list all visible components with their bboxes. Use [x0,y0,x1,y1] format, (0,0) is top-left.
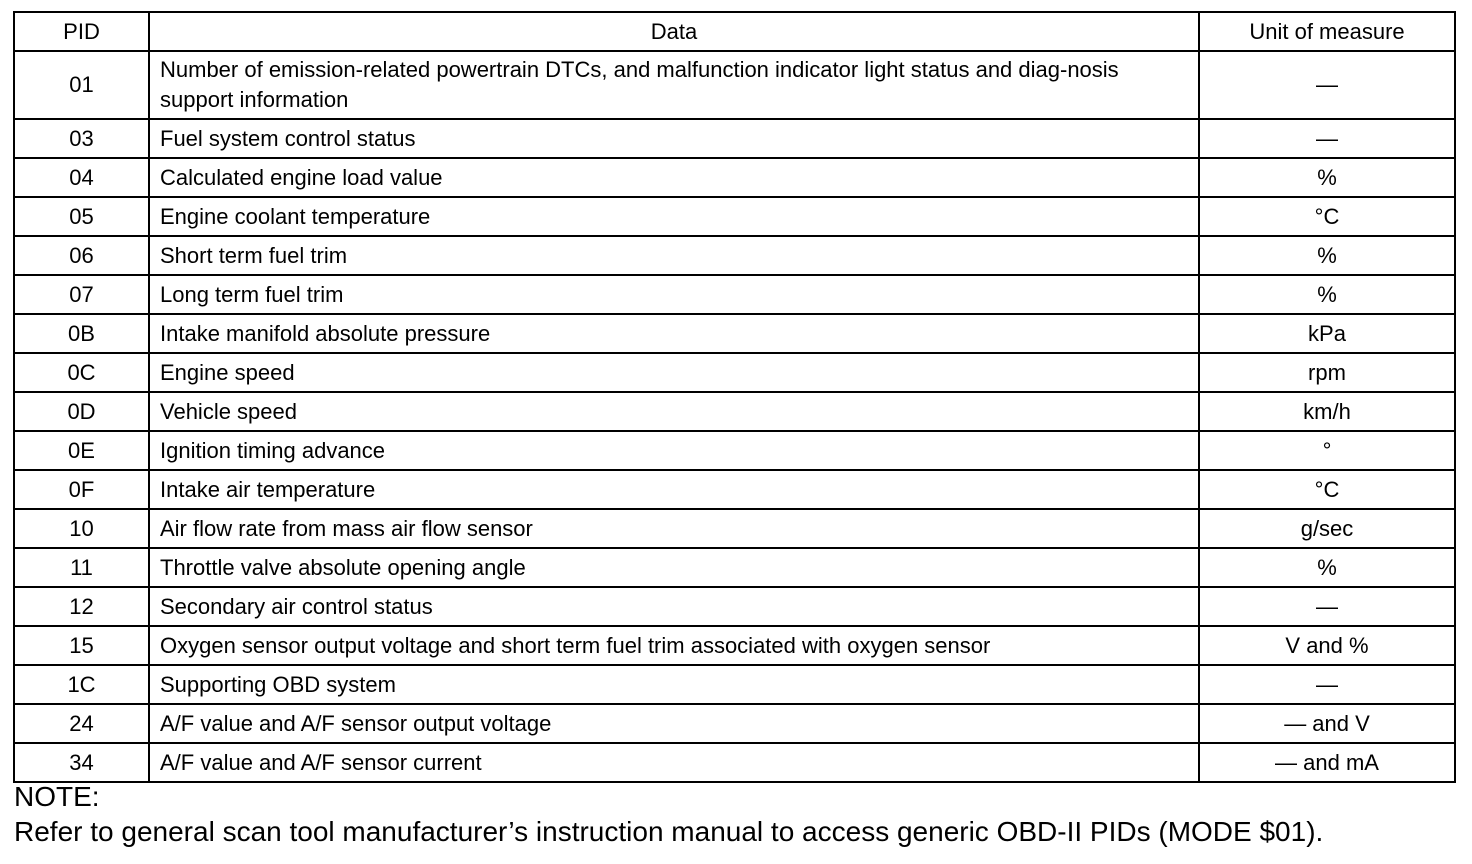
data-cell: Ignition timing advance [149,431,1199,470]
data-cell: Number of emission-related powertrain DTCs, and malfunction indicator light status and diag-nosis support information [149,51,1199,119]
unit-cell: — [1199,51,1455,119]
table-row [14,158,1455,197]
unit-cell: % [1199,548,1455,587]
data-cell: Supporting OBD system [149,665,1199,704]
unit-cell: — and V [1199,704,1455,743]
unit-cell: % [1199,275,1455,314]
unit-cell: V and % [1199,626,1455,665]
table-row [14,626,1455,665]
pid-cell: 06 [14,236,149,275]
table-row [14,470,1455,509]
unit-cell: °C [1199,470,1455,509]
table-row [14,236,1455,275]
data-cell: Intake air temperature [149,470,1199,509]
pid-cell: 15 [14,626,149,665]
data-cell: Long term fuel trim [149,275,1199,314]
pid-table [13,11,1456,783]
data-cell: Intake manifold absolute pressure [149,314,1199,353]
unit-cell: — [1199,587,1455,626]
pid-cell: 0F [14,470,149,509]
note-label: NOTE: [14,781,100,812]
pid-cell: 0E [14,431,149,470]
pid-cell: 1C [14,665,149,704]
table-row [14,51,1455,119]
pid-cell: 34 [14,743,149,782]
table-row [14,431,1455,470]
pid-cell: 05 [14,197,149,236]
table-row [14,743,1455,782]
table-row [14,119,1455,158]
table-row [14,314,1455,353]
table-header-row [14,12,1455,51]
unit-cell: — [1199,119,1455,158]
unit-cell: °C [1199,197,1455,236]
pid-cell: 24 [14,704,149,743]
table-row [14,704,1455,743]
data-cell: Fuel system control status [149,119,1199,158]
data-cell: Engine coolant temperature [149,197,1199,236]
table-row [14,197,1455,236]
pid-cell: 10 [14,509,149,548]
pid-cell: 07 [14,275,149,314]
data-cell: A/F value and A/F sensor output voltage [149,704,1199,743]
pid-cell: 12 [14,587,149,626]
unit-cell: — [1199,665,1455,704]
pid-cell: 0D [14,392,149,431]
unit-cell: % [1199,158,1455,197]
unit-cell: % [1199,236,1455,275]
data-cell: A/F value and A/F sensor current [149,743,1199,782]
unit-cell: km/h [1199,392,1455,431]
data-cell: Oxygen sensor output voltage and short term fuel trim associated with oxygen sensor [149,626,1199,665]
pid-cell: 11 [14,548,149,587]
data-cell: Vehicle speed [149,392,1199,431]
table-row [14,665,1455,704]
data-cell: Short term fuel trim [149,236,1199,275]
data-cell: Engine speed [149,353,1199,392]
pid-cell: 04 [14,158,149,197]
unit-cell: kPa [1199,314,1455,353]
column-header-unit: Unit of measure [1199,12,1455,51]
table-row [14,353,1455,392]
unit-cell: g/sec [1199,509,1455,548]
data-cell: Air flow rate from mass air flow sensor [149,509,1199,548]
table-row [14,587,1455,626]
column-header-data: Data [149,12,1199,51]
column-header-pid: PID [14,12,149,51]
table-row [14,392,1455,431]
table-row [14,548,1455,587]
unit-cell: — and mA [1199,743,1455,782]
unit-cell: ° [1199,431,1455,470]
note-text: Refer to general scan tool manufacturer’s instruction manual to access generic OBD-II PIDs (MODE $01). [14,816,1324,847]
data-cell: Secondary air control status [149,587,1199,626]
unit-cell: rpm [1199,353,1455,392]
pid-cell: 03 [14,119,149,158]
pid-cell: 0C [14,353,149,392]
table-row [14,275,1455,314]
data-cell: Calculated engine load value [149,158,1199,197]
pid-cell: 0B [14,314,149,353]
table-row [14,509,1455,548]
data-cell: Throttle valve absolute opening angle [149,548,1199,587]
pid-cell: 01 [14,51,149,119]
